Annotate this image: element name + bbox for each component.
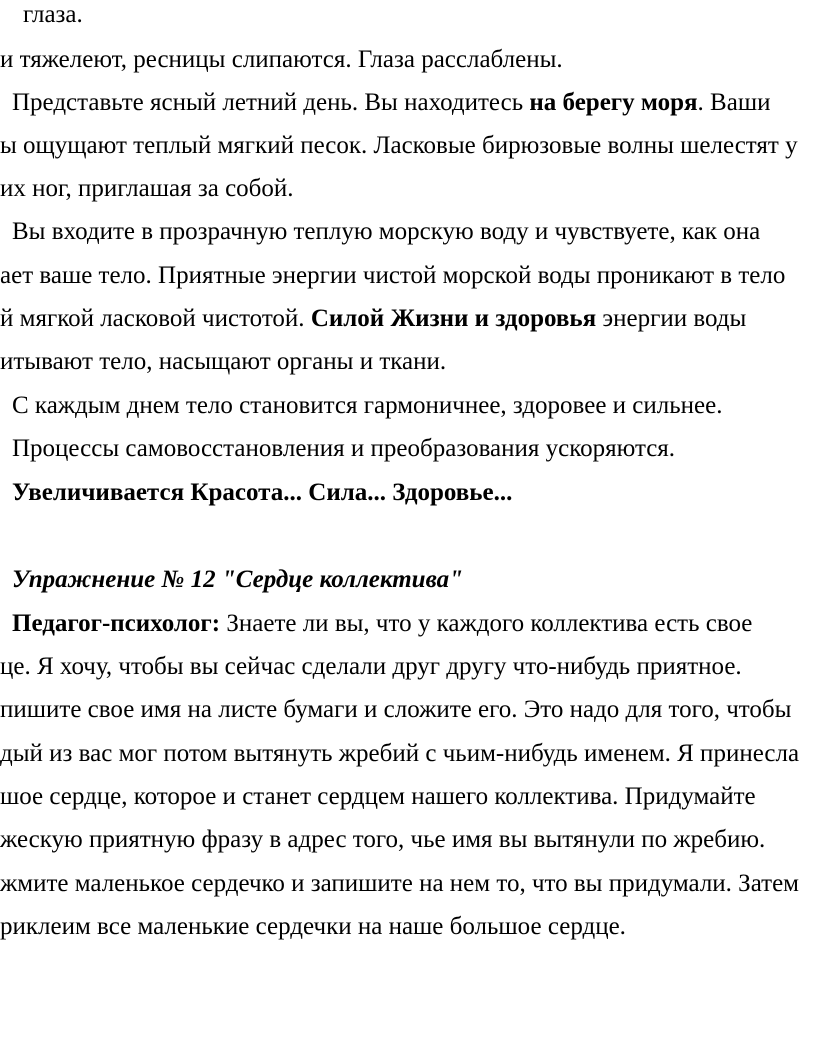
text-line-10 [12, 391, 722, 421]
text-span: их ног, приглашая за собой. [0, 175, 294, 202]
text-line-11 [12, 434, 675, 464]
text-line-7 [0, 261, 785, 291]
text-line-19 [0, 825, 765, 855]
text-span: . Ваши [697, 89, 771, 116]
bold-phrase: на берегу моря [529, 89, 698, 116]
text-span: и тяжелеют, ресницы слипаются. Глаза расслаблены. [0, 46, 563, 73]
text-span: жмите маленькое сердечко и запишите на нем то, что вы придумали. Затем [0, 870, 799, 897]
text-span: Вы входите в прозрачную теплую морскую воду и чувствуете, как она [12, 218, 761, 245]
text-span: жескую приятную фразу в адрес того, чье имя вы вытянули по жребию. [0, 826, 766, 853]
text-line-21 [0, 912, 626, 942]
text-span: Знаете ли вы, что у каждого коллектива есть свое [220, 610, 753, 637]
text-span: ает ваше тело. Приятные энергии чистой морской воды проникают в тело [0, 262, 786, 289]
exercise-heading [12, 565, 463, 595]
text-span: й мягкой ласковой чистотой. [0, 305, 311, 332]
text-span: риклеим все маленькие сердечки на наше большое сердце. [0, 913, 626, 940]
text-line-3 [12, 88, 770, 118]
text-span: глаза. [23, 1, 83, 28]
bold-phrase: Силой Жизни и здоровья [310, 305, 597, 332]
text-span: ы ощущают теплый мягкий песок. Ласковые бирюзовые волны шелестят у [0, 132, 798, 159]
text-span: С каждым днем тело становится гармоничнее, здоровее и сильнее. [12, 392, 723, 419]
text-line-16 [0, 695, 791, 725]
text-span: пишите свое имя на листе бумаги и сложите его. Это надо для того, чтобы [0, 696, 792, 723]
text-line-20 [0, 869, 799, 899]
text-span: шое сердце, которое и станет сердцем нашего коллектива. Придумайте [0, 783, 756, 810]
text-line-15 [0, 652, 742, 682]
text-line-5 [0, 174, 294, 204]
text-line-8 [0, 304, 746, 334]
speaker-label: Педагог-психолог: [12, 610, 221, 637]
text-span: итывают тело, насыщают органы и ткани. [0, 348, 447, 375]
bold-phrase: Увеличивается Красота... Сила... Здоровье... [12, 479, 513, 506]
text-line-18 [0, 782, 756, 812]
text-span: дый из вас мог потом вытянуть жребий с чьим-нибудь именем. Я принесла [0, 740, 800, 767]
text-line-2 [0, 45, 563, 75]
text-span: це. Я хочу, чтобы вы сейчас сделали друг другу что-нибудь приятное. [0, 653, 742, 680]
text-line-14 [12, 609, 752, 639]
text-line-1 [23, 0, 83, 30]
text-line-6 [12, 217, 760, 247]
text-span: Процессы самовосстановления и преобразования ускоряются. [12, 435, 676, 462]
exercise-title: Упражнение № 12 "Сердце коллектива" [12, 566, 463, 593]
text-line-17 [0, 739, 799, 769]
text-line-12 [12, 478, 512, 508]
text-span: энергии воды [596, 305, 747, 332]
text-line-4 [0, 131, 798, 161]
text-line-9 [0, 347, 446, 377]
text-span: Представьте ясный летний день. Вы находитесь [12, 89, 530, 116]
